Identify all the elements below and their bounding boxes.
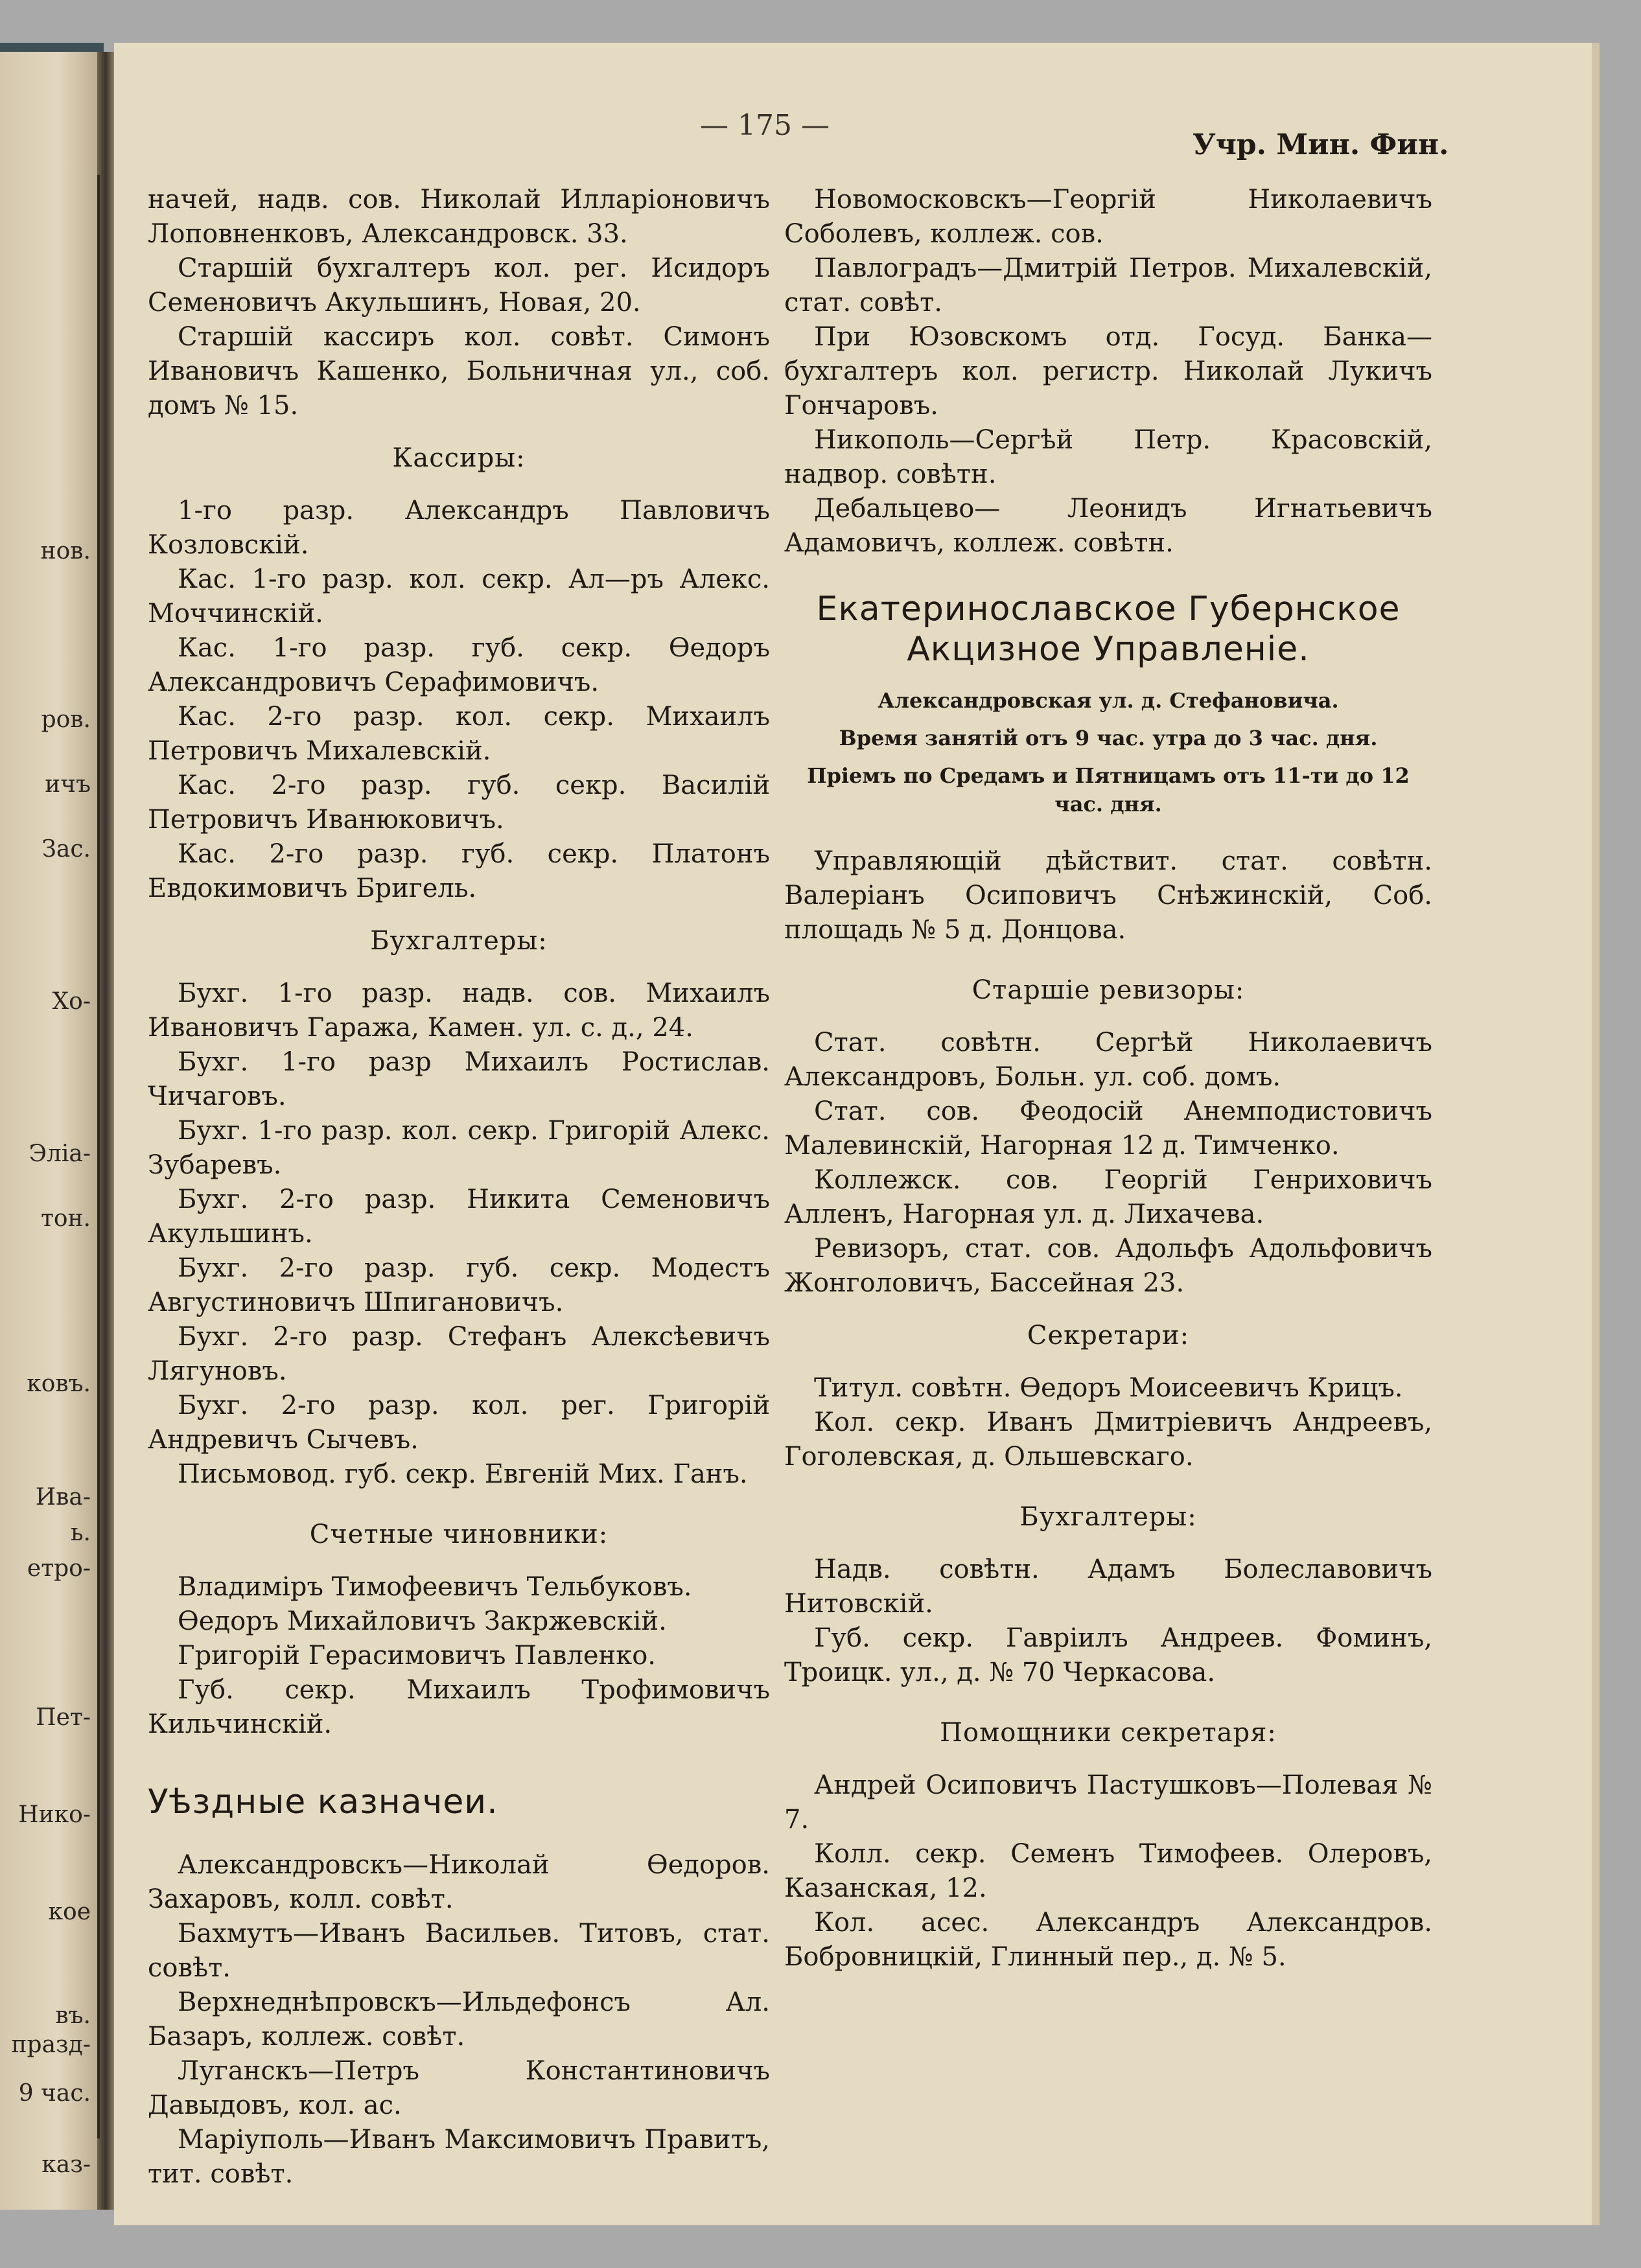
list-item: Өедоръ Михайловичъ Закржевскій. [178, 1606, 667, 1636]
list-item: Стат. сов. Феодосій Анемподистовичъ Малевинскій, Нагорная 12 д. Тимченко. [784, 1096, 1432, 1161]
previous-page-fragment: кое [48, 1899, 91, 1925]
office-address: Александровская ул. д. Стефановича. [878, 688, 1339, 713]
list-item: Григорій Герасимовичъ Павленко. [178, 1641, 657, 1671]
previous-page-fragment: каз- [41, 2151, 91, 2178]
list-item: Бухг. 2-го разр. Никита Семеновичъ Акульшинъ. [148, 1185, 770, 1249]
section-heading-bookkeepers-right: Бухгалтеры: [1019, 1502, 1197, 1532]
previous-page-fragment: Зас. [41, 836, 91, 862]
list-item: Маріуполь—Иванъ Максимовичъ Правитъ, тит. совѣт. [148, 2125, 770, 2189]
previous-page-strip [0, 52, 97, 2210]
section-heading-office: Екатеринославское Губернское Акцизное Управленіе. [816, 590, 1401, 669]
section-heading-accounting: Счетные чиновники: [309, 1520, 609, 1549]
list-item: Губ. секр. Гавріилъ Андреев. Фоминъ, Троицк. ул., д. № 70 Черкасова. [784, 1623, 1432, 1687]
list-item: Бухг. 2-го разр. губ. секр. Модестъ Августиновичъ Шпигановичъ. [148, 1253, 770, 1317]
list-item: Новомосковскъ—Георгій Николаевичъ Соболевъ, коллеж. сов. [784, 185, 1432, 249]
assistants-list [784, 1768, 1432, 1974]
section-heading-assistants: Помощники секретаря: [940, 1718, 1277, 1748]
list-item: 1-го разр. Александръ Павловичъ Козловскій. [148, 496, 770, 560]
list-item: Бухг. 2-го разр. кол. рег. Григорій Андревичъ Сычевъ. [148, 1391, 770, 1455]
previous-page-fragment: ь. [70, 1520, 91, 1546]
senior-auditors-list [784, 1026, 1432, 1301]
intro-entry: Старшій бухгалтеръ кол. рег. Исидоръ Семеновичъ Акульшинъ, Новая, 20. [148, 253, 770, 318]
list-item: Титул. совѣтн. Өедоръ Моисеевичъ Крицъ. [814, 1373, 1403, 1403]
list-item: Стат. совѣтн. Сергѣй Николаевичъ Александровъ, Больн. ул. соб. домъ. [784, 1028, 1432, 1092]
list-item: Бухг. 2-го разр. Стефанъ Алексѣевичъ Лягуновъ. [148, 1322, 770, 1386]
list-item: Коллежск. сов. Георгій Генриховичъ Алленъ, Нагорная ул. д. Лихачева. [784, 1165, 1432, 1229]
section-heading-cashiers: Кассиры: [392, 443, 526, 473]
treasurers-list [148, 1848, 770, 2192]
manager-entry: Управляющій дѣйствит. стат. совѣтн. Валеріанъ Осиповичъ Снѣжинскій, Соб. площадь № 5 д. Донцова. [784, 846, 1432, 945]
intro-entry: начей, надв. сов. Николай Илларіоновичъ Лоповненковъ, Александровск. 33. [148, 185, 770, 249]
previous-page-fragment: Хо- [52, 988, 91, 1015]
page-edge [1592, 43, 1600, 2225]
list-item: Никополь—Сергѣй Петр. Красовскій, надвор. совѣтн. [784, 425, 1432, 489]
list-item: Александровскъ—Николай Өедоров. Захаровъ, колл. совѣт. [148, 1850, 770, 1914]
previous-page-fragment: нов. [40, 538, 91, 564]
left-column [148, 183, 770, 2192]
list-item: Кас. 2-го разр. губ. секр. Платонъ Евдокимовичъ Бригель. [148, 839, 770, 903]
cashiers-list [148, 494, 770, 906]
list-item: Кас. 2-го разр. кол. секр. Михаилъ Петровичъ Михалевскій. [148, 702, 770, 766]
previous-page-fragment: ковъ. [27, 1371, 91, 1397]
previous-page-fragment: Ива- [35, 1484, 91, 1510]
page-number: — 175 — [700, 109, 830, 142]
previous-page-fragment: Пет- [36, 1704, 91, 1731]
list-item: Павлоградъ—Дмитрій Петров. Михалевскій, стат. совѣт. [784, 253, 1432, 318]
intro-block [148, 183, 770, 423]
list-item: Кол. асес. Александръ Александров. Бобровницкій, Глинный пер., д. № 5. [784, 1908, 1432, 1972]
office-hours: Время занятій отъ 9 час. утра до 3 час. дня. [839, 726, 1378, 750]
list-item: Андрей Осиповичъ Пастушковъ—Полевая № 7. [784, 1770, 1432, 1834]
previous-page-fragment: Эліа- [29, 1140, 91, 1167]
previous-page-fragment: въ. [55, 2002, 91, 2029]
list-item: Письмовод. губ. секр. Евгеній Мих. Ганъ. [178, 1459, 748, 1489]
list-item: Колл. секр. Семенъ Тимофеев. Олеровъ, Казанская, 12. [784, 1839, 1432, 1903]
list-item: Владиміръ Тимофеевичъ Тельбуковъ. [178, 1572, 692, 1602]
gutter-shadow-line [97, 175, 100, 2138]
previous-page-fragment: ров. [41, 706, 91, 733]
list-item: Кол. секр. Иванъ Дмитріевичъ Андреевъ, Гоголевская, д. Ольшевскаго. [784, 1407, 1432, 1472]
previous-page-fragment: ичъ [45, 771, 91, 798]
previous-page-fragment: етро- [27, 1555, 91, 1582]
list-item: Кас. 1-го разр. губ. секр. Өедоръ Александровичъ Серафимовичъ. [148, 633, 770, 697]
section-heading-secretaries: Секретари: [1027, 1321, 1190, 1350]
intro-entry: Старшій кассиръ кол. совѣт. Симонъ Ивановичъ Кашенко, Больничная ул., соб. домъ № 15. [148, 322, 770, 421]
list-item: Бухг. 1-го разр Михаилъ Ростислав. Чичаговъ. [148, 1047, 770, 1111]
list-item: Луганскъ—Петръ Константиновичъ Давыдовъ, кол. ас. [148, 2056, 770, 2120]
previous-page-fragment: тон. [40, 1205, 91, 1232]
bookkeepers-list [148, 977, 770, 1492]
list-item: Бухг. 1-го разр. надв. сов. Михаилъ Ивановичъ Гаражa, Камен. ул. с. д., 24. [148, 978, 770, 1043]
list-item: Дебальцево— Леонидъ Игнатьевичъ Адамовичъ, коллеж. совѣтн. [784, 494, 1432, 558]
reception-hours: Пріемъ по Средамъ и Пятницамъ отъ 11-ти до 12 час. дня. [807, 763, 1410, 816]
list-item: Надв. совѣтн. Адамъ Болеславовичъ Нитовскій. [784, 1555, 1432, 1619]
bookkeepers-right-list [784, 1553, 1432, 1690]
previous-page-fragment: празд- [11, 2031, 91, 2058]
section-heading-bookkeepers: Бухгалтеры: [370, 926, 548, 956]
right-column [784, 183, 1432, 1974]
list-item: Кас. 2-го разр. губ. секр. Василій Петровичъ Иванюковичъ. [148, 770, 770, 835]
list-item: Губ. секр. Михаилъ Трофимовичъ Кильчинскій. [148, 1675, 770, 1739]
section-heading-senior-auditors: Старшіе ревизоры: [972, 975, 1245, 1005]
list-item: Кас. 1-го разр. кол. секр. Ал—ръ Алекс. Моччинскій. [148, 564, 770, 629]
list-item: Бухг. 1-го разр. кол. секр. Григорій Алекс. Зубаревъ. [148, 1116, 770, 1180]
treasurers-continued [784, 183, 1432, 561]
previous-page-fragment: 9 час. [18, 2080, 91, 2107]
accounting-list [148, 1570, 770, 1742]
previous-page-fragment: Нико- [18, 1801, 91, 1828]
section-heading-treasurers: Уѣздные казначеи. [148, 1783, 498, 1822]
list-item: Верхнеднѣпровскъ—Ильдефонсъ Ал. Базаръ, коллеж. совѣт. [148, 1987, 770, 2052]
list-item: Бахмутъ—Иванъ Васильев. Титовъ, стат. совѣт. [148, 1919, 770, 1983]
secretaries-list [784, 1371, 1432, 1474]
list-item: При Юзовскомъ отд. Госуд. Банка—бухгалтеръ кол. регистр. Николай Лукичъ Гончаровъ. [784, 322, 1432, 421]
running-head: Учр. Мин. Фин. [1193, 128, 1449, 161]
list-item: Ревизоръ, стат. сов. Адольфъ Адольфовичъ Жонголовичъ, Бассейная 23. [784, 1234, 1432, 1298]
